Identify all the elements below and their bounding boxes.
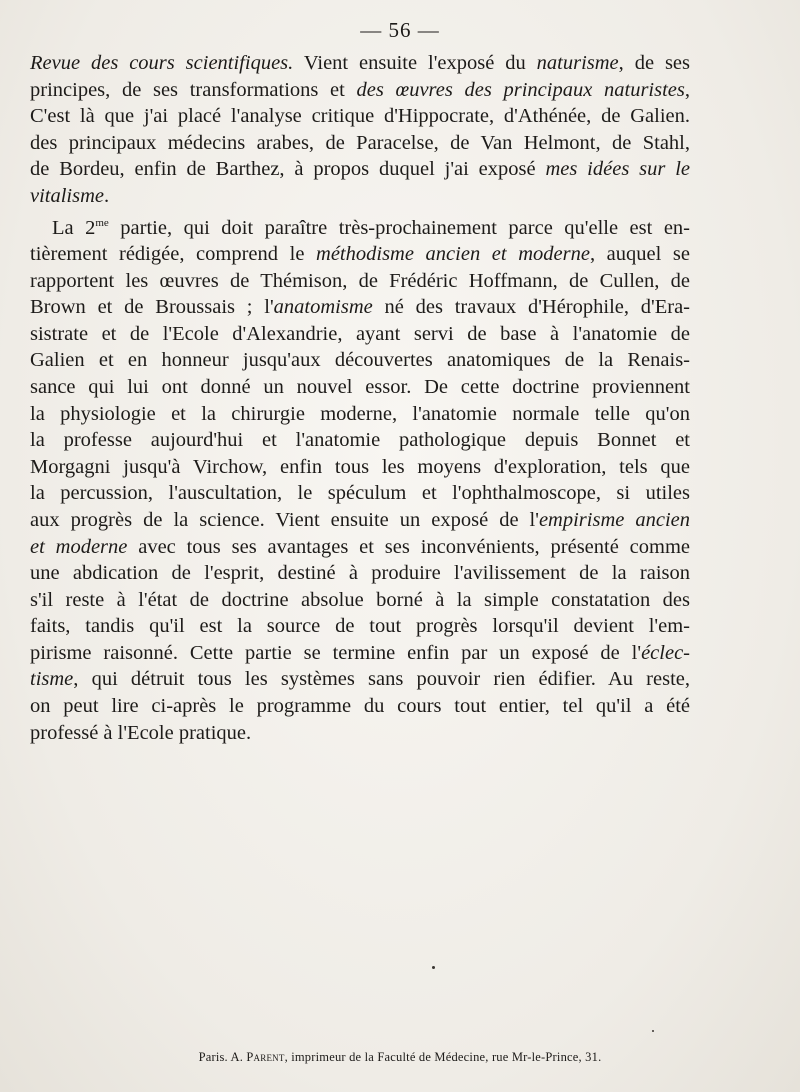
text-line: la percussion, l'auscultation, le spéculum et l'ophthalmoscope, si utiles xyxy=(30,482,690,505)
text-line: vitalisme. xyxy=(30,184,110,207)
text-line: des principaux médecins arabes, de Paracelse, de Van Helmont, de Stahl, xyxy=(30,131,690,154)
text-line: s'il reste à l'état de doctrine absolue borné à la simple constatation des xyxy=(30,588,690,611)
text-line: professé à l'Ecole pratique. xyxy=(30,721,252,744)
text-line: on peut lire ci-après le programme du cours tout entier, tel qu'il a été xyxy=(30,695,690,718)
imprint-printer-name: Parent xyxy=(246,1050,285,1064)
text-line: de Bordeu, enfin de Barthez, à propos duquel j'ai exposé mes idées sur le xyxy=(30,158,690,181)
text-line: aux progrès de la science. Vient ensuite un exposé de l'empirisme ancien xyxy=(30,508,691,531)
text-line: tisme, qui détruit tous les systèmes sans pouvoir rien édifier. Au reste, xyxy=(30,668,690,691)
text-line: rapportent les œuvres de Thémison, de Frédéric Hoffmann, de Cullen, de xyxy=(30,269,690,292)
text-line: la physiologie et la chirurgie moderne, l'anatomie normale telle qu'on xyxy=(30,402,690,425)
text-line: la professe aujourd'hui et l'anatomie pathologique depuis Bonnet et xyxy=(30,429,690,452)
printer-imprint xyxy=(0,1050,800,1065)
text-line: C'est là que j'ai placé l'analyse critique d'Hippocrate, d'Athénée, de Galien. xyxy=(30,105,690,128)
text-line: pirisme raisonné. Cette partie se termine enfin par un exposé de l'éclec- xyxy=(30,641,690,664)
text-line: La $2^{me}$ partie, qui doit paraître très-prochainement parce qu'elle est en- xyxy=(52,216,690,239)
ink-speck xyxy=(652,1030,654,1032)
text-line: faits, tandis qu'il est la source de tout progrès lorsqu'il devient l'em- xyxy=(30,615,690,638)
text-line: Brown et de Broussais ; l'anatomisme né des travaux d'Hérophile, d'Era- xyxy=(30,296,690,319)
ink-speck xyxy=(432,966,435,969)
text-line: sance qui lui ont donné un nouvel essor. De cette doctrine proviennent xyxy=(30,375,690,398)
text-line: et moderne avec tous ses avantages et ses inconvénients, présenté comme xyxy=(30,535,690,558)
text-line: Galien et en honneur jusqu'aux découvertes anatomiques de la Renais- xyxy=(30,349,690,372)
page-number: — 56 — xyxy=(360,18,440,42)
body-text xyxy=(30,50,690,746)
text-line: sistrate et de l'Ecole d'Alexandrie, ayant servi de base à l'anatomie de xyxy=(30,322,690,345)
text-line: une abdication de l'esprit, destiné à produire l'avilissement de la raison xyxy=(30,562,690,585)
imprint-suffix: , imprimeur de la Faculté de Médecine, rue Mr-le-Prince, 31. xyxy=(284,1050,602,1064)
text-line: tièrement rédigée, comprend le méthodisme ancien et moderne, auquel se xyxy=(30,242,690,265)
text-line: principes, de ses transformations et des œuvres des principaux naturistes, xyxy=(30,78,690,101)
text-line: Revue des cours scientifiques. Vient ensuite l'exposé du naturisme, de ses xyxy=(30,52,691,74)
text-line: Morgagni jusqu'à Virchow, enfin tous les moyens d'exploration, tels que xyxy=(30,455,690,478)
imprint-prefix: Paris. A. xyxy=(198,1050,247,1064)
